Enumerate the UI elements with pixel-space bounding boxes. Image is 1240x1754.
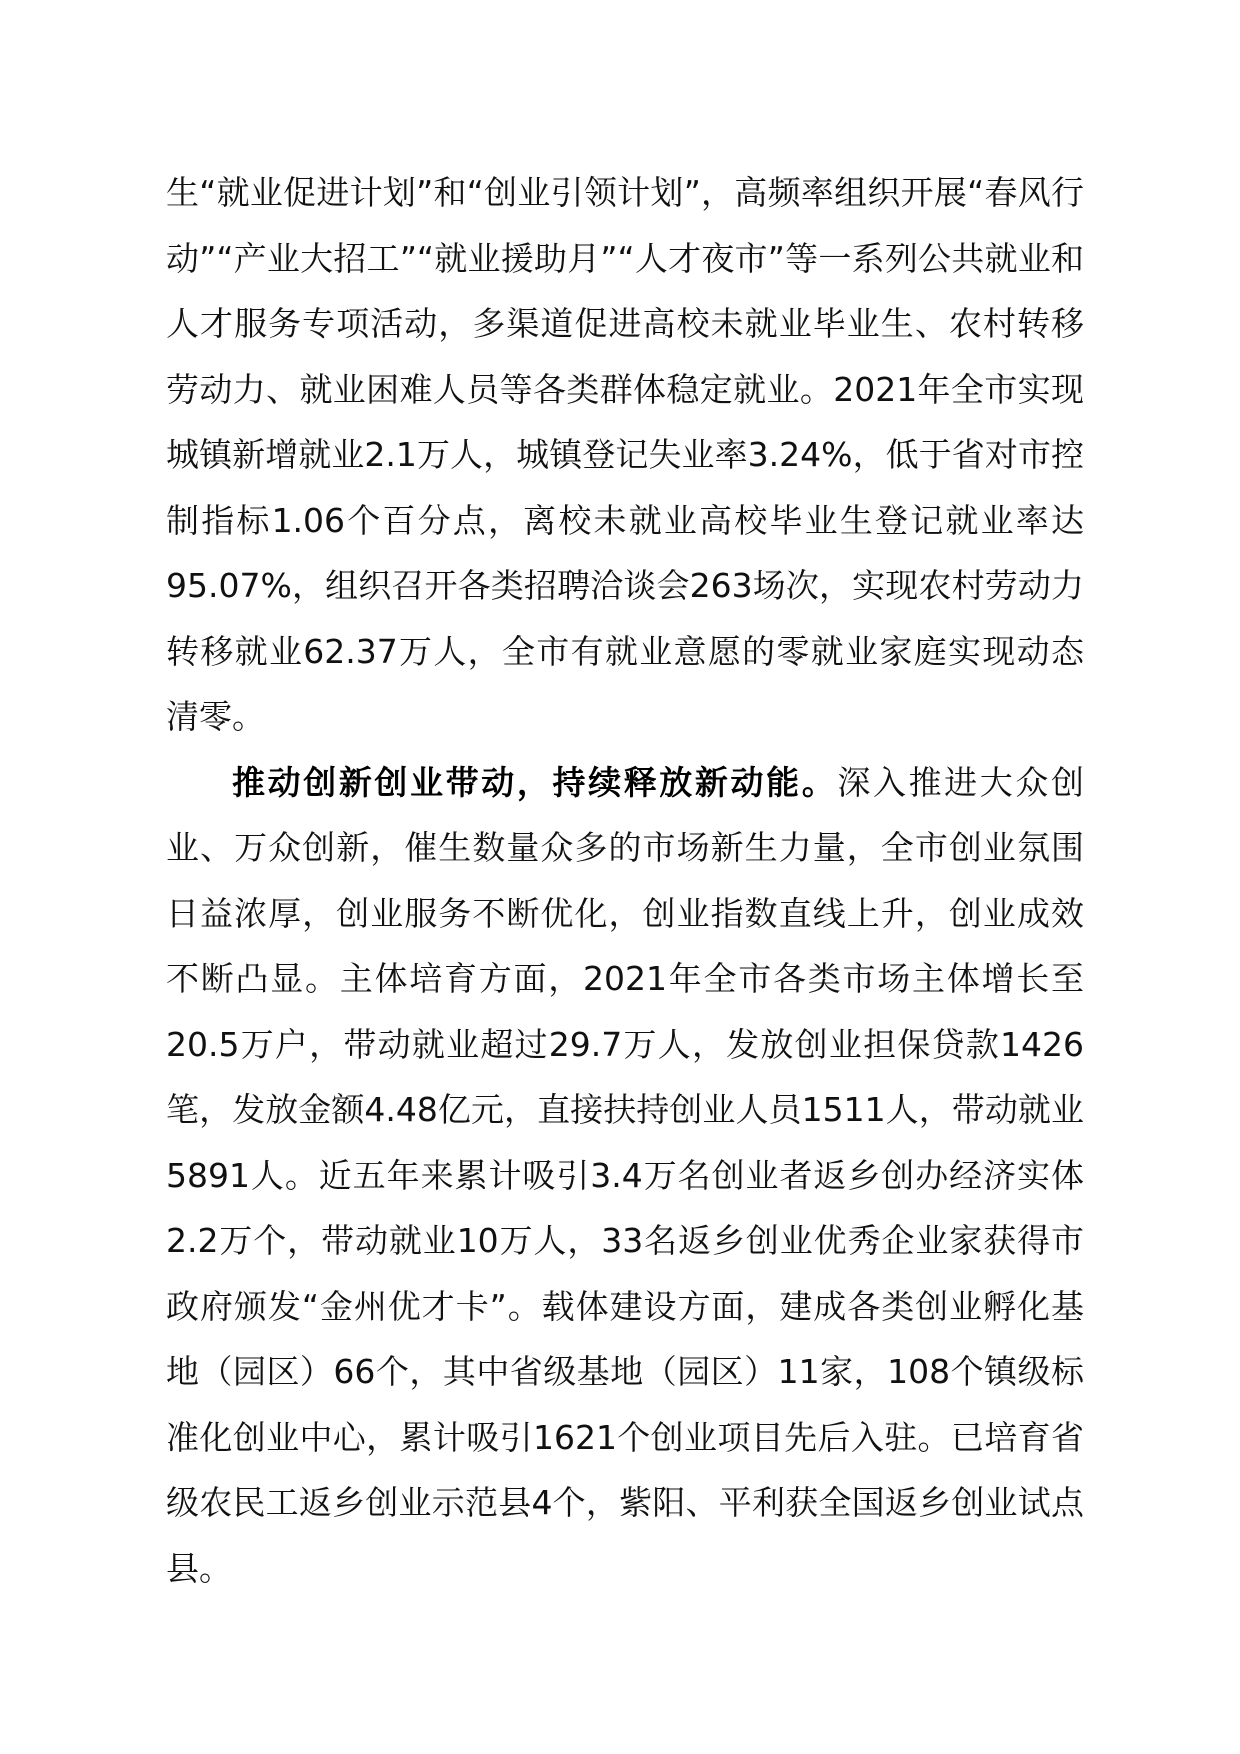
document-body <box>166 160 1084 1601</box>
paragraph-employment <box>166 160 1084 750</box>
paragraph-heading: 推动创新创业带动，持续释放新动能。 <box>232 762 838 802</box>
paragraph-entrepreneurship <box>166 750 1084 1602</box>
paragraph-text: 深入推进大众创业、万众创新，催生数量众多的市场新生力量，全市创业氛围日益浓厚，创业服务不断优化，创业指数直线上升，创业成效不断凸显。主体培育方面，2021年全市各类市场主体增长至20.5万户，带动就业超过29.7万人，发放创业担保贷款1426笔，发放金额4.48亿元，直接扶持创业人员1511人，带动就业5891人。近五年来累计吸引3.4万名创业者返乡创办经济实体2.2万个，带动就业10万人，33名返乡创业优秀企业家获得市政府颁发“金州优才卡”。载体建设方面，建成各类创业孵化基地（园区）66个，其中省级基地（园区）11家，108个镇级标准化创业中心，累计吸引1621个创业项目先后入驻。已培育省级农民工返乡创业示范县4个，紫阳、平利获全国返乡创业试点县。 <box>166 762 1085 1588</box>
paragraph-text: 生“就业促进计划”和“创业引领计划”，高频率组织开展“春风行动”“产业大招工”“就业援助月”“人才夜市”等一系列公共就业和人才服务专项活动，多渠道促进高校未就业毕业生、农村转移劳动力、就业困难人员等各类群体稳定就业。2021年全市实现城镇新增就业2.1万人，城镇登记失业率3.24%，低于省对市控制指标1.06个百分点，离校未就业高校毕业生登记就业率达95.07%，组织召开各类招聘洽谈会263场次，实现农村劳动力转移就业62.37万人，全市有就业意愿的零就业家庭实现动态清零。 <box>166 173 1084 736</box>
